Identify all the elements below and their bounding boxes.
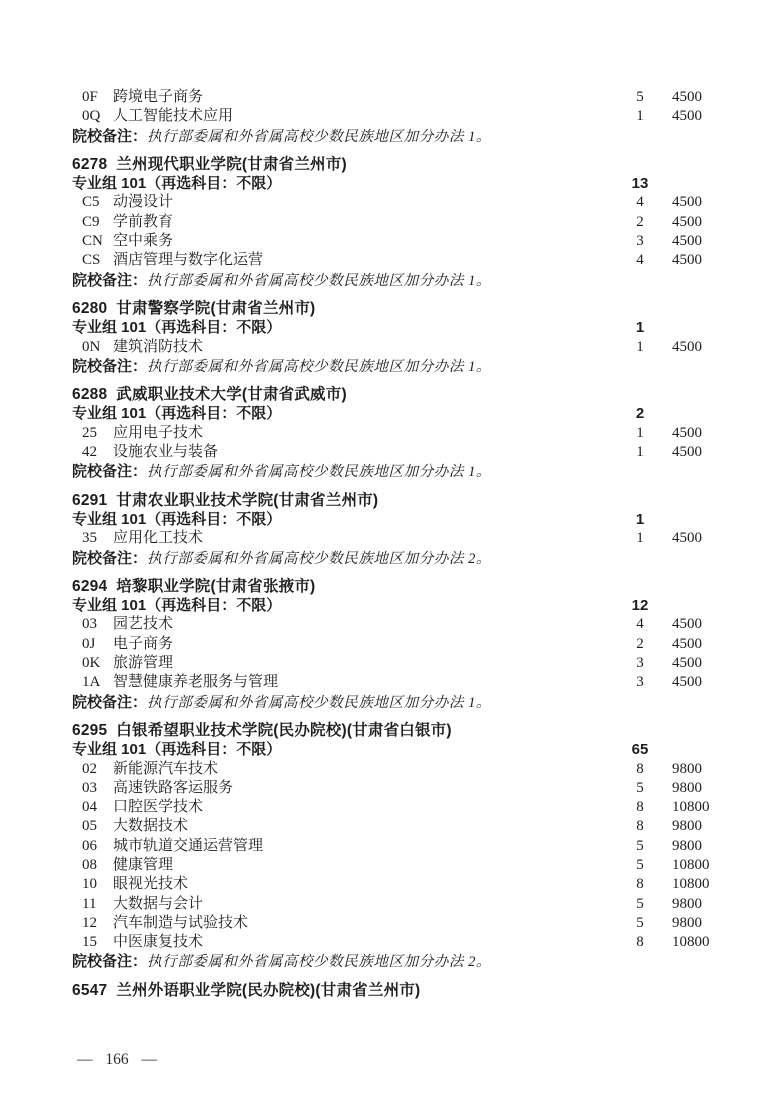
major-name: 应用电子技术	[113, 424, 204, 441]
major-name: 电子商务	[113, 635, 174, 652]
remark-text: 执行部委属和外省属高校少数民族地区加分办法 1。	[147, 128, 492, 145]
major-tuition-fee: 9800	[672, 779, 702, 796]
major-plan-count: 4	[636, 194, 644, 211]
major-code: 0N	[82, 338, 101, 355]
major-code: 0F	[82, 89, 98, 105]
major-row	[72, 88, 710, 107]
college-code: 6288	[72, 386, 108, 404]
major-name: 汽车制造与试验技术	[113, 914, 249, 931]
college-name: 兰州现代职业学院(甘肃省兰州市)	[116, 155, 347, 173]
major-plan-count: 8	[636, 876, 644, 893]
major-row	[72, 895, 710, 914]
major-group-row	[72, 596, 710, 615]
major-row	[72, 817, 710, 836]
major-code: 12	[82, 914, 97, 931]
major-tuition-fee: 4500	[672, 635, 702, 652]
major-plan-count: 3	[636, 233, 644, 250]
college-name: 甘肃农业职业技术学院(甘肃省兰州市)	[116, 491, 379, 509]
major-tuition-fee: 9800	[672, 914, 702, 931]
major-plan-count: 8	[636, 818, 644, 835]
major-row	[72, 251, 710, 270]
major-plan-count: 3	[636, 655, 644, 672]
major-plan-count: 8	[636, 934, 644, 951]
remark-label: 院校备注：	[72, 549, 148, 567]
major-code: 02	[82, 760, 97, 777]
major-row	[72, 875, 710, 894]
major-name: 酒店管理与数字化运营	[113, 252, 264, 269]
major-plan-count: 1	[636, 108, 644, 125]
page-number: — 166 —	[77, 1051, 157, 1068]
major-name: 大数据技术	[113, 818, 189, 835]
major-tuition-fee: 10800	[672, 856, 710, 873]
major-tuition-fee: 4500	[672, 655, 702, 672]
major-plan-count: 8	[636, 799, 644, 816]
college-code: 6278	[72, 155, 108, 173]
major-name: 口腔医学技术	[113, 799, 204, 816]
major-plan-count: 5	[636, 895, 644, 912]
major-code: 42	[82, 444, 97, 461]
major-plan-count: 1	[636, 530, 644, 547]
major-row	[72, 232, 710, 251]
major-code: C5	[82, 194, 100, 211]
major-group-row	[72, 318, 710, 337]
major-plan-count: 5	[636, 914, 644, 931]
remark-text: 执行部委属和外省属高校少数民族地区加分办法 2。	[147, 954, 492, 971]
college-name: 兰州外语职业学院(民办院校)(甘肃省兰州市)	[116, 981, 421, 999]
major-group-label: 专业组 101（再选科目：不限）	[72, 741, 282, 759]
major-plan-count: 5	[636, 837, 644, 854]
college-code: 6295	[72, 721, 108, 739]
major-tuition-fee: 4500	[672, 89, 702, 105]
major-tuition-fee: 9800	[672, 818, 702, 835]
major-code: 25	[82, 424, 97, 441]
major-row	[72, 856, 710, 875]
major-code: 03	[82, 779, 97, 796]
major-code: C9	[82, 213, 100, 230]
major-row	[72, 615, 710, 634]
major-group-row	[72, 174, 710, 193]
group-plan-count: 2	[635, 405, 645, 423]
major-name: 大数据与会计	[113, 895, 204, 912]
major-row	[72, 529, 710, 548]
major-name: 跨境电子商务	[113, 89, 204, 105]
major-row	[72, 933, 710, 952]
group-plan-count: 13	[631, 175, 649, 193]
major-tuition-fee: 4500	[672, 674, 702, 691]
major-row	[72, 673, 710, 692]
college-remark-row	[72, 127, 710, 146]
major-row	[72, 213, 710, 232]
major-code: 06	[82, 837, 97, 854]
college-code: 6547	[72, 981, 108, 999]
major-group-row	[72, 404, 710, 423]
major-row	[72, 443, 710, 462]
college-code: 6294	[72, 577, 108, 595]
college-header-row	[72, 155, 710, 174]
major-tuition-fee: 10800	[672, 934, 710, 951]
college-remark-row	[72, 549, 710, 568]
major-row	[72, 424, 710, 443]
major-plan-count: 1	[636, 444, 644, 461]
major-code: 35	[82, 530, 97, 547]
major-row	[72, 193, 710, 212]
major-tuition-fee: 4500	[672, 233, 702, 250]
major-name: 新能源汽车技术	[113, 760, 219, 777]
major-name: 动漫设计	[113, 194, 174, 211]
college-header-row	[72, 577, 710, 596]
major-code: CN	[82, 233, 103, 250]
major-name: 设施农业与装备	[113, 444, 219, 461]
remark-label: 院校备注：	[72, 127, 148, 145]
major-code: 03	[82, 616, 97, 633]
major-group-label: 专业组 101（再选科目：不限）	[72, 597, 282, 615]
major-tuition-fee: 4500	[672, 530, 702, 547]
major-row	[72, 338, 710, 357]
major-plan-count: 5	[636, 89, 644, 105]
major-tuition-fee: 9800	[672, 837, 702, 854]
major-name: 高速铁路客运服务	[113, 779, 234, 796]
major-plan-count: 4	[636, 616, 644, 633]
college-name: 甘肃警察学院(甘肃省兰州市)	[116, 299, 316, 317]
remark-label: 院校备注：	[72, 271, 148, 289]
major-code: 05	[82, 818, 97, 835]
college-header-row	[72, 299, 710, 318]
major-row	[72, 798, 710, 817]
major-tuition-fee: 4500	[672, 338, 702, 355]
group-plan-count: 1	[635, 510, 645, 528]
major-code: 08	[82, 856, 97, 873]
major-plan-count: 2	[636, 213, 644, 230]
college-remark-row	[72, 693, 710, 712]
major-name: 建筑消防技术	[113, 338, 204, 355]
major-name: 眼视光技术	[113, 876, 189, 893]
major-name: 应用化工技术	[113, 530, 204, 547]
major-name: 城市轨道交通运营管理	[113, 837, 264, 854]
major-row	[72, 107, 710, 126]
major-plan-count: 2	[636, 635, 644, 652]
major-tuition-fee: 4500	[672, 213, 702, 230]
major-code: 11	[82, 895, 97, 912]
major-group-label: 专业组 101（再选科目：不限）	[72, 510, 282, 528]
college-remark-row	[72, 952, 710, 971]
major-tuition-fee: 4500	[672, 252, 702, 269]
college-header-row	[72, 721, 710, 740]
major-row	[72, 914, 710, 933]
major-row	[72, 760, 710, 779]
college-name: 培黎职业学院(甘肃省张掖市)	[116, 577, 316, 595]
major-name: 园艺技术	[113, 616, 174, 633]
major-plan-count: 1	[636, 338, 644, 355]
college-remark-row	[72, 462, 710, 481]
major-code: 1A	[82, 674, 101, 691]
major-plan-count: 5	[636, 779, 644, 796]
major-tuition-fee: 4500	[672, 424, 702, 441]
major-name: 人工智能技术应用	[113, 108, 234, 125]
major-tuition-fee: 4500	[672, 616, 702, 633]
major-name: 学前教育	[113, 213, 174, 230]
major-group-label: 专业组 101（再选科目：不限）	[72, 175, 282, 193]
major-row	[72, 654, 710, 673]
major-tuition-fee: 10800	[672, 876, 710, 893]
major-code: CS	[82, 252, 101, 269]
major-group-row	[72, 510, 710, 529]
major-tuition-fee: 4500	[672, 444, 702, 461]
college-remark-row	[72, 357, 710, 376]
plan-table	[72, 88, 710, 1000]
group-plan-count: 65	[631, 741, 649, 759]
college-name: 白银希望职业技术学院(民办院校)(甘肃省白银市)	[116, 721, 452, 739]
college-remark-row	[72, 271, 710, 290]
major-tuition-fee: 4500	[672, 108, 702, 125]
college-header-row	[72, 981, 710, 1000]
remark-text: 执行部委属和外省属高校少数民族地区加分办法 1。	[147, 272, 492, 289]
major-plan-count: 3	[636, 674, 644, 691]
major-tuition-fee: 10800	[672, 799, 710, 816]
college-header-row	[72, 491, 710, 510]
major-row	[72, 779, 710, 798]
remark-label: 院校备注：	[72, 953, 148, 971]
college-code: 6291	[72, 491, 108, 509]
major-name: 旅游管理	[113, 655, 174, 672]
major-code: 0J	[82, 635, 96, 652]
remark-label: 院校备注：	[72, 463, 148, 481]
remark-label: 院校备注：	[72, 693, 148, 711]
major-group-label: 专业组 101（再选科目：不限）	[72, 405, 282, 423]
major-code: 10	[82, 876, 97, 893]
group-plan-count: 12	[631, 597, 649, 615]
major-code: 0Q	[82, 108, 101, 125]
major-tuition-fee: 9800	[672, 895, 702, 912]
remark-text: 执行部委属和外省属高校少数民族地区加分办法 1。	[147, 464, 492, 481]
major-row	[72, 837, 710, 856]
college-name: 武威职业技术大学(甘肃省武威市)	[116, 386, 347, 404]
major-group-label: 专业组 101（再选科目：不限）	[72, 319, 282, 337]
major-code: 0K	[82, 655, 101, 672]
remark-label: 院校备注：	[72, 357, 148, 375]
college-header-row	[72, 385, 710, 404]
major-plan-count: 1	[636, 424, 644, 441]
remark-text: 执行部委属和外省属高校少数民族地区加分办法 2。	[147, 550, 492, 567]
major-tuition-fee: 9800	[672, 760, 702, 777]
major-plan-count: 8	[636, 760, 644, 777]
major-plan-count: 4	[636, 252, 644, 269]
group-plan-count: 1	[635, 319, 645, 337]
remark-text: 执行部委属和外省属高校少数民族地区加分办法 1。	[147, 358, 492, 375]
college-code: 6280	[72, 299, 108, 317]
major-name: 智慧健康养老服务与管理	[113, 674, 279, 691]
major-plan-count: 5	[636, 856, 644, 873]
major-row	[72, 635, 710, 654]
remark-text: 执行部委属和外省属高校少数民族地区加分办法 1。	[147, 694, 492, 711]
major-name: 健康管理	[113, 856, 174, 873]
major-group-row	[72, 740, 710, 759]
major-name: 中医康复技术	[113, 934, 204, 951]
major-tuition-fee: 4500	[672, 194, 702, 211]
major-name: 空中乘务	[113, 233, 174, 250]
major-code: 15	[82, 934, 97, 951]
major-code: 04	[82, 799, 97, 816]
